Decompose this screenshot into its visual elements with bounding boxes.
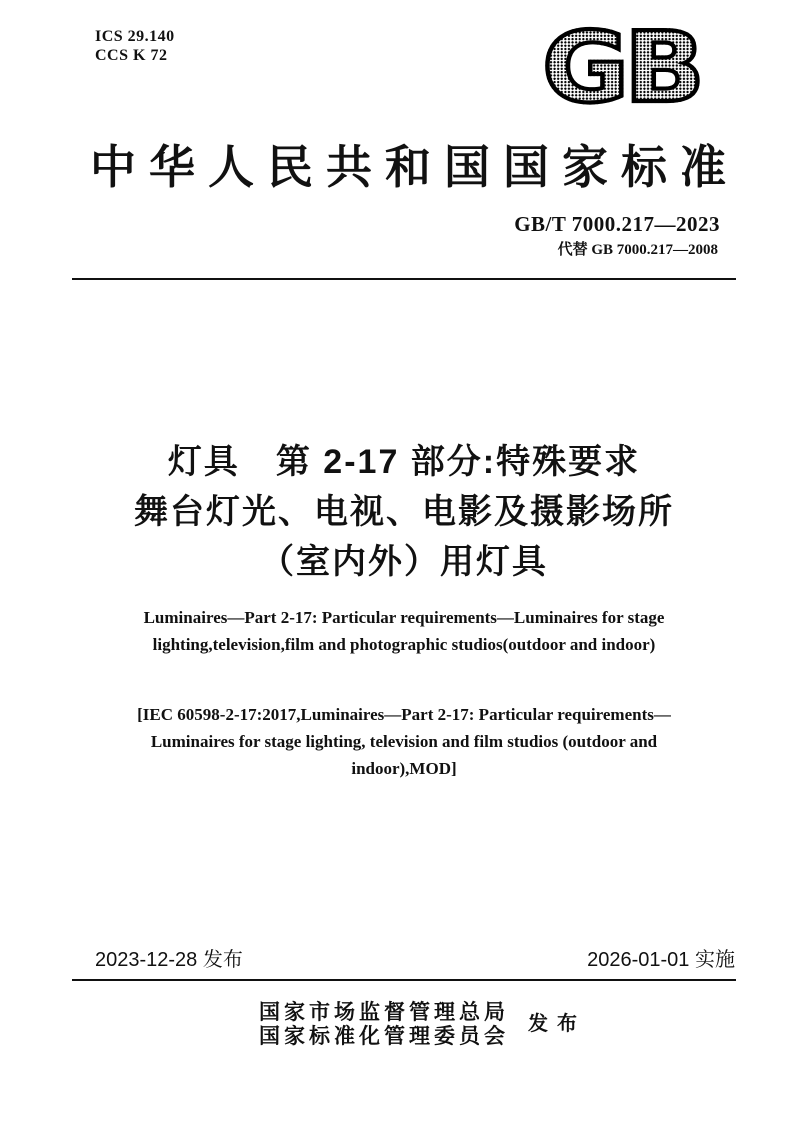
subject-title-line2: 舞台灯光、电视、电影及摄影场所 (134, 493, 674, 531)
subject-title-en-line1: Luminaires—Part 2-17: Particular requirements—Luminaires for stage (143, 608, 665, 627)
iec-adoption-line3: indoor),MOD] (351, 759, 457, 778)
classification-codes (95, 27, 175, 65)
subject-title-chinese (72, 437, 736, 587)
ccs-code: CCS K 72 (95, 47, 168, 64)
publisher-block (259, 1000, 509, 1048)
issue-date: 2023-12-28 发布 (95, 949, 243, 971)
footer-divider (72, 979, 736, 981)
subject-title-english (72, 604, 736, 658)
header-divider (72, 278, 736, 280)
gb-logo (540, 10, 702, 125)
publisher-line2: 国家标准化管理委员会 (259, 1024, 509, 1048)
national-standard-heading: 中华人民共和国国家标准 (90, 142, 739, 193)
implementation-date: 2026-01-01 实施 (587, 949, 735, 971)
standard-number: GB/T 7000.217—2023 (514, 212, 720, 236)
iec-adoption-note (72, 701, 736, 782)
subject-title-en-line2: lighting,television,film and photographic studios(outdoor and indoor) (152, 635, 656, 654)
ics-code: ICS 29.140 (95, 28, 175, 45)
subject-title-line3: （室内外）用灯具 (260, 543, 548, 581)
subject-title-line1: 灯具 第 2-17 部分:特殊要求 (167, 443, 641, 481)
date-row (95, 948, 735, 972)
gb-logo-text: GB (542, 10, 700, 125)
replaces-note: 代替 GB 7000.217—2008 (557, 242, 718, 258)
iec-adoption-line2: Luminaires for stage lighting, television and film studios (outdoor and (150, 732, 658, 751)
publisher-line1: 国家市场监督管理总局 (259, 1000, 509, 1024)
issued-by-label: 发 布 (528, 1013, 579, 1035)
iec-adoption-line1: [IEC 60598-2-17:2017,Luminaires—Part 2-17: Particular requirements— (137, 705, 671, 724)
